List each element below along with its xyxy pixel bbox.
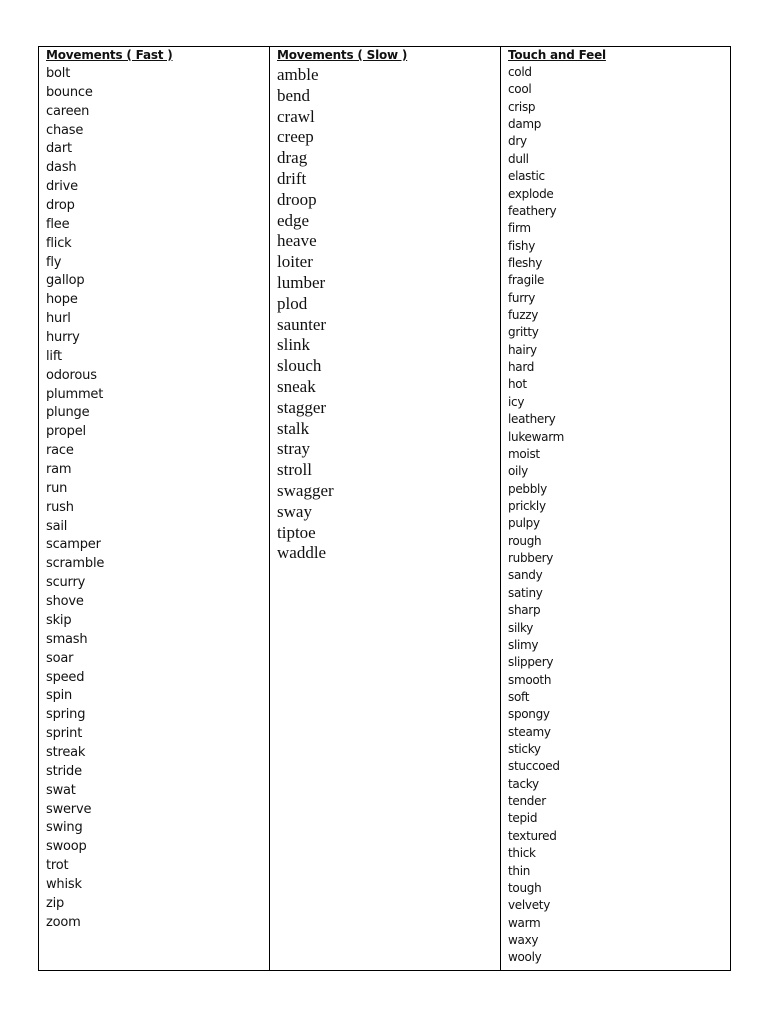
- word-item: run: [46, 480, 68, 496]
- word-item: moist: [508, 446, 540, 461]
- word-item: drift: [277, 168, 307, 188]
- word-item: sway: [277, 501, 312, 521]
- word-item: rush: [46, 499, 74, 515]
- word-item: slimy: [508, 637, 539, 652]
- word-item: plummet: [46, 386, 104, 402]
- word-item: swing: [46, 820, 83, 836]
- word-item: swagger: [277, 480, 334, 500]
- word-item: hurl: [46, 311, 71, 327]
- word-item: drag: [277, 148, 308, 168]
- word-item: hot: [508, 377, 527, 392]
- word-item: drop: [46, 198, 75, 214]
- word-item: crisp: [508, 99, 536, 114]
- word-item: slippery: [508, 655, 554, 670]
- word-item: tacky: [508, 776, 539, 791]
- word-item: scurry: [46, 575, 86, 591]
- word-item: silky: [508, 620, 534, 635]
- word-item: spongy: [508, 707, 550, 722]
- word-item: lukewarm: [508, 429, 565, 444]
- word-item: dart: [46, 141, 72, 157]
- word-item: drive: [46, 179, 78, 195]
- word-item: ram: [46, 462, 72, 478]
- word-item: scamper: [46, 537, 101, 553]
- word-item: sprint: [46, 726, 83, 742]
- word-item: rough: [508, 533, 542, 548]
- word-item: prickly: [508, 498, 546, 513]
- word-item: sandy: [508, 568, 543, 583]
- word-item: slouch: [277, 356, 322, 376]
- word-item: stroll: [277, 460, 312, 480]
- column-movements-slow: [270, 47, 501, 970]
- word-item: hurry: [46, 330, 80, 346]
- word-item: elastic: [508, 169, 545, 184]
- word-item: zip: [46, 895, 65, 911]
- word-item: flick: [46, 235, 72, 251]
- word-item: stray: [277, 439, 311, 459]
- word-item: rubbery: [508, 551, 554, 566]
- word-item: fleshy: [508, 255, 543, 270]
- word-item: velvety: [508, 898, 551, 913]
- word-item: soar: [46, 650, 74, 666]
- word-item: propel: [46, 424, 86, 440]
- word-item: creep: [277, 127, 314, 147]
- word-list-touch: [508, 64, 564, 967]
- column-header-slow: Movements ( Slow ): [277, 48, 408, 62]
- word-item: lift: [46, 348, 62, 364]
- word-item: tepid: [508, 811, 538, 826]
- word-item: fragile: [508, 273, 545, 288]
- word-item: dull: [508, 151, 529, 166]
- word-item: edge: [277, 210, 310, 230]
- word-item: feathery: [508, 203, 557, 218]
- word-item: pulpy: [508, 516, 540, 531]
- word-item: whisk: [46, 876, 82, 892]
- word-item: satiny: [508, 585, 543, 600]
- word-item: chase: [46, 122, 84, 138]
- word-item: amble: [277, 65, 319, 84]
- word-item: careen: [46, 103, 90, 119]
- word-item: hope: [46, 292, 78, 308]
- word-item: bounce: [46, 84, 93, 100]
- word-item: trot: [46, 858, 69, 874]
- word-item: wooly: [508, 950, 542, 965]
- word-table: [38, 46, 731, 971]
- word-item: swerve: [46, 801, 92, 817]
- word-item: sticky: [508, 742, 541, 757]
- word-item: dash: [46, 160, 77, 176]
- word-item: waddle: [277, 543, 327, 563]
- word-item: shove: [46, 594, 84, 610]
- word-item: stagger: [277, 397, 327, 417]
- word-item: scramble: [46, 556, 105, 572]
- word-item: zoom: [46, 914, 81, 930]
- word-item: stuccoed: [508, 759, 560, 774]
- word-item: tough: [508, 880, 542, 895]
- column-header-fast: Movements ( Fast ): [46, 48, 173, 62]
- word-item: firm: [508, 221, 531, 236]
- word-item: explode: [508, 186, 554, 201]
- word-item: icy: [508, 394, 525, 409]
- word-item: leathery: [508, 412, 556, 427]
- word-item: oily: [508, 464, 528, 479]
- word-item: damp: [508, 117, 542, 132]
- word-item: fuzzy: [508, 308, 539, 323]
- word-item: flee: [46, 216, 70, 232]
- word-item: streak: [46, 744, 86, 760]
- word-item: steamy: [508, 724, 551, 739]
- word-item: thick: [508, 846, 536, 861]
- word-item: pebbly: [508, 481, 547, 496]
- word-list-fast: [46, 65, 104, 933]
- word-item: hard: [508, 360, 535, 375]
- word-item: plunge: [46, 405, 90, 421]
- word-item: heave: [277, 231, 317, 251]
- word-item: hairy: [508, 342, 537, 357]
- word-item: plod: [277, 293, 308, 313]
- word-item: smooth: [508, 672, 552, 687]
- word-item: race: [46, 443, 74, 459]
- word-item: stride: [46, 763, 82, 779]
- word-item: spin: [46, 688, 73, 704]
- word-item: swat: [46, 782, 76, 798]
- word-item: waxy: [508, 932, 539, 947]
- word-item: skip: [46, 612, 72, 628]
- word-item: gallop: [46, 273, 85, 289]
- word-item: swoop: [46, 839, 87, 855]
- word-item: tender: [508, 794, 546, 809]
- word-item: lumber: [277, 272, 326, 292]
- word-item: cold: [508, 65, 532, 79]
- word-item: odorous: [46, 367, 97, 383]
- word-item: smash: [46, 631, 88, 647]
- word-item: spring: [46, 707, 86, 723]
- word-item: textured: [508, 828, 557, 843]
- word-item: warm: [508, 915, 541, 930]
- word-item: tiptoe: [277, 522, 316, 542]
- word-item: thin: [508, 863, 531, 878]
- word-item: sneak: [277, 376, 316, 396]
- word-item: soft: [508, 689, 530, 704]
- word-item: saunter: [277, 314, 327, 334]
- word-item: sharp: [508, 603, 541, 618]
- word-item: slink: [277, 335, 311, 355]
- word-item: speed: [46, 669, 85, 685]
- word-item: fly: [46, 254, 62, 270]
- word-list-slow: [277, 65, 334, 564]
- column-movements-fast: [39, 47, 270, 970]
- word-item: stalk: [277, 418, 310, 438]
- word-item: furry: [508, 290, 536, 305]
- word-item: sail: [46, 518, 68, 534]
- word-item: gritty: [508, 325, 539, 340]
- word-item: loiter: [277, 252, 313, 272]
- word-item: cool: [508, 82, 532, 97]
- column-header-touch: Touch and Feel: [508, 48, 606, 62]
- word-item: fishy: [508, 238, 536, 253]
- word-item: bend: [277, 85, 311, 105]
- word-item: bolt: [46, 66, 71, 81]
- column-touch-and-feel: [501, 47, 730, 970]
- word-item: droop: [277, 189, 317, 209]
- word-item: crawl: [277, 106, 315, 126]
- word-item: dry: [508, 134, 527, 149]
